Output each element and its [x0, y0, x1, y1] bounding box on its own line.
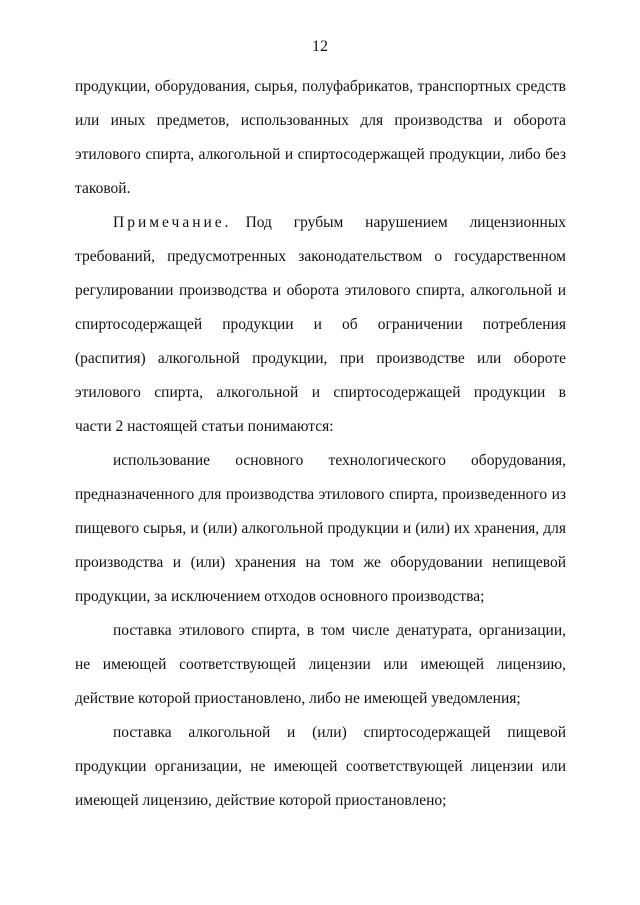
text-line: поставка этилового спирта, в том числе денатурата, организации,: [113, 622, 566, 639]
text-line: части 2 настоящей статьи понимаются:: [75, 418, 334, 435]
text-line: этилового спирта, алкогольной и спиртосодержащей продукции в: [75, 384, 566, 401]
text-line: этилового спирта, алкогольной и спиртосодержащей продукции, либо без: [75, 146, 566, 163]
text-line: поставка алкогольной и (или) спиртосодержащей пищевой: [113, 724, 566, 741]
page-number: 12: [312, 38, 328, 55]
text-line: пищевого сырья, и (или) алкогольной продукции и (или) их хранения, для: [75, 520, 566, 537]
text-line: регулировании производства и оборота этилового спирта, алкогольной и: [75, 282, 566, 299]
text-line: использование основного технологического оборудования,: [113, 452, 566, 469]
text-line: продукции, за исключением отходов основного производства;: [75, 588, 485, 605]
text-line: производства и (или) хранения на том же оборудовании непищевой: [75, 554, 566, 571]
text-line: требований, предусмотренных законодательством о государственном: [75, 248, 566, 265]
text-line: предназначенного для производства этилового спирта, произведенного из: [75, 486, 566, 503]
text-line: действие которой приостановлено, либо не имеющей уведомления;: [75, 690, 521, 707]
note-first-line: [75, 206, 566, 240]
text-line: имеющей лицензию, действие которой приостановлено;: [75, 792, 447, 809]
text-line: (распития) алкогольной продукции, при производстве или обороте: [75, 350, 566, 367]
note-label: Примечание.: [113, 214, 232, 231]
text-line: продукции, оборудования, сырья, полуфабрикатов, транспортных средств: [75, 78, 566, 95]
text-line: не имеющей соответствующей лицензии или имеющей лицензию,: [75, 656, 566, 673]
text-line: таковой.: [75, 180, 131, 197]
text-line: или иных предметов, использованных для производства и оборота: [75, 112, 566, 129]
document-body: [75, 70, 566, 818]
note-first-line-text: Под грубым нарушением лицензионных: [245, 214, 566, 231]
text-line: спиртосодержащей продукции и об ограничении потребления: [75, 316, 566, 333]
text-line: продукции организации, не имеющей соответствующей лицензии или: [75, 758, 566, 775]
